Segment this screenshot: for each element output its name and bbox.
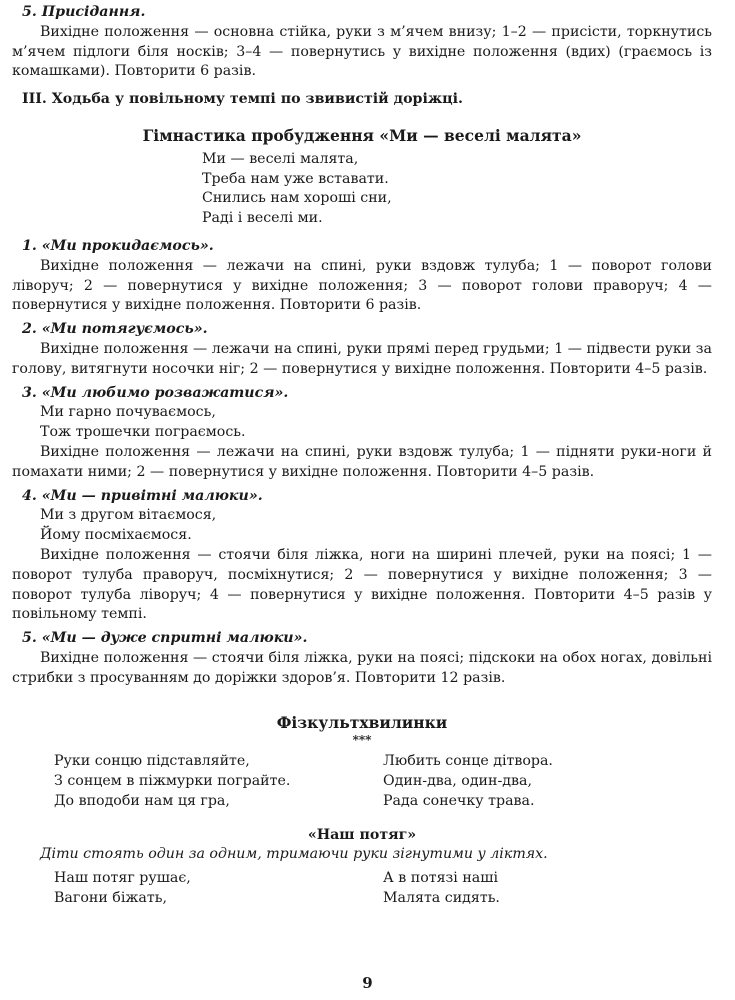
poem-line: Рада сонечку трава. xyxy=(383,792,535,809)
exercise-title: 4. «Ми — привітні малюки». xyxy=(22,487,263,504)
poem-right-column xyxy=(383,869,712,909)
poem-left-column xyxy=(54,869,383,909)
poem-right-column xyxy=(383,752,712,811)
section-heading: III. Ходьба у повільному темпі по звивистій доріжці. xyxy=(22,91,463,108)
exercise-text: Вихідне положення — стоячи біля ліжка, ноги на ширині плечей, руки на поясі; 1 — поворот тулуба праворуч, посміхнутися; 2 — повернутися у вихідне положення; 3 — поворот тулуба ліворуч; 4 — повернутися у вихідне положення. Повторити 4–5 разів у повільному темпі. xyxy=(12,546,712,623)
poem-line: Малята сидять. xyxy=(383,890,500,907)
page-body xyxy=(12,0,712,909)
verse-line: Треба нам уже вставати. xyxy=(202,170,389,187)
verse-block xyxy=(12,150,712,229)
poem-line: Вагони біжать, xyxy=(54,890,167,907)
verse-line: Ми — веселі малята, xyxy=(202,150,359,167)
rhyme-line: Йому посміхаємося. xyxy=(40,527,192,544)
page-number: 9 xyxy=(362,974,373,992)
exercise-title: 5. Присідання. xyxy=(22,4,146,20)
poem-line: Любить сонце дітвора. xyxy=(383,753,553,770)
poem-left-column xyxy=(54,752,383,811)
poem-line: А в потязі наші xyxy=(383,870,498,887)
verse-line: Снились нам хороші сни, xyxy=(202,190,392,207)
poem-line: Руки сонцю підставляйте, xyxy=(54,753,250,770)
exercise-title: 3. «Ми любимо розважатися». xyxy=(22,384,289,401)
stars-separator: *** xyxy=(352,733,372,748)
exercise-text: Вихідне положення — основна стійка, руки з м’ячем внизу; 1–2 — присісти, торкнутись м’ячем підлоги біля носків; 3–4 — повернутись у вихідне положення (вдих) (граємось із комашками). Повторити 6 разів. xyxy=(12,23,712,80)
poem-line: До вподоби нам ця гра, xyxy=(54,792,230,809)
section-title: Гімнастика пробудження «Ми — веселі малята» xyxy=(142,125,582,145)
exercise-title: 1. «Ми прокидаємось». xyxy=(22,237,214,254)
exercise-text: Вихідне положення — лежачи на спині, руки прямі перед грудьми; 1 — підвести руки за голову, витягнути носочки ніг; 2 — повернутися у вихідне положення. Повторити 4–5 разів. xyxy=(12,340,712,377)
exercise-text: Вихідне положення — стоячи біля ліжка, руки на поясі; підскоки на обох ногах, довільні стрибки з просуванням до доріжки здоров’я. Повторити 12 разів. xyxy=(12,649,712,686)
rhyme-line: Ми гарно почуваємось, xyxy=(40,404,216,421)
rhyme-block xyxy=(12,506,712,546)
exercise-title: 5. «Ми — дуже спритні малюки». xyxy=(22,630,308,647)
poem-line: Один-два, один-два, xyxy=(383,773,532,790)
poem-line: З сонцем в піжмурки пограйте. xyxy=(54,773,291,790)
poem-columns xyxy=(12,869,712,909)
poem-line: Наш потяг рушає, xyxy=(54,870,191,887)
rhyme-line: Ми з другом вітаємося, xyxy=(40,507,217,524)
exercise-title: 2. «Ми потягуємось». xyxy=(22,321,208,338)
section-title: Фізкультхвилинки xyxy=(276,712,448,732)
poem-instruction: Діти стоять один за одним, тримаючи руки зігнутими у ліктях. xyxy=(40,846,548,863)
rhyme-line: Тож трошечки пограємось. xyxy=(40,424,246,441)
verse-line: Раді і веселі ми. xyxy=(202,210,323,227)
exercise-text: Вихідне положення — лежачи на спині, руки вздовж тулуба; 1 — підняти руки-ноги й помахати ними; 2 — повернутися у вихідне положення. Повторити 4–5 разів. xyxy=(12,443,712,480)
poem-title: «Наш потяг» xyxy=(307,826,417,843)
rhyme-block xyxy=(12,403,712,443)
exercise-text: Вихідне положення — лежачи на спині, руки вздовж тулуба; 1 — поворот голови ліворуч; 2 — повернутися у вихідне положення; 3 — поворот голови праворуч; 4 — повернутися у вихідне положення. Повторити 6 разів. xyxy=(12,257,712,314)
poem-columns xyxy=(12,752,712,811)
